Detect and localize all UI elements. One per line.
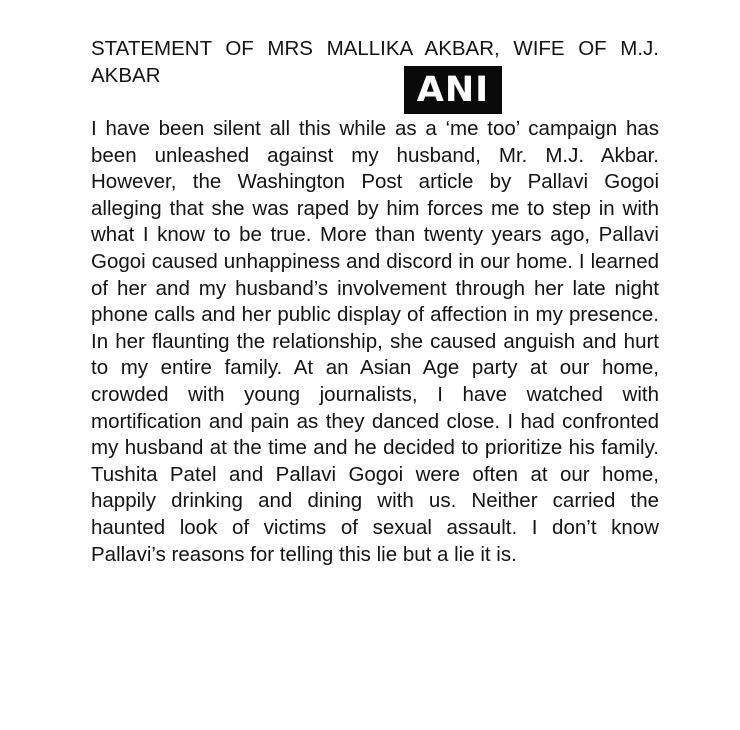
ani-logo-text: ANI bbox=[416, 69, 490, 110]
statement-body: I have been silent all this while as a ‘me too’ campaign has been unleashed against my husband, Mr. M.J. Akbar. However, the Washington Post article by Pallavi Gogoi alleging that she was raped by him forces me to step in with what I know to be true. More than twenty years ago, Pallavi Gogoi caused unhappiness and discord in our home. I learned of her and my husband’s involvement through her late night phone calls and her public display of affection in my presence. In her flaunting the relationship, she caused anguish and hurt to my entire family. At an Asian Age party at our home, crowded with young journalists, I have watched with mortification and pain as they danced close. I had confronted my husband at the time and he decided to prioritize his family. Tushita Patel and Pallavi Gogoi were often at our home, happily drinking and dining with us. Neither carried the haunted look of victims of sexual assault. I don’t know Pallavi’s reasons for telling this lie but a lie it is. bbox=[91, 117, 659, 566]
statement-title: STATEMENT OF MRS MALLIKA AKBAR, WIFE OF M.J. AKBAR bbox=[91, 37, 659, 87]
ani-logo bbox=[404, 66, 502, 114]
